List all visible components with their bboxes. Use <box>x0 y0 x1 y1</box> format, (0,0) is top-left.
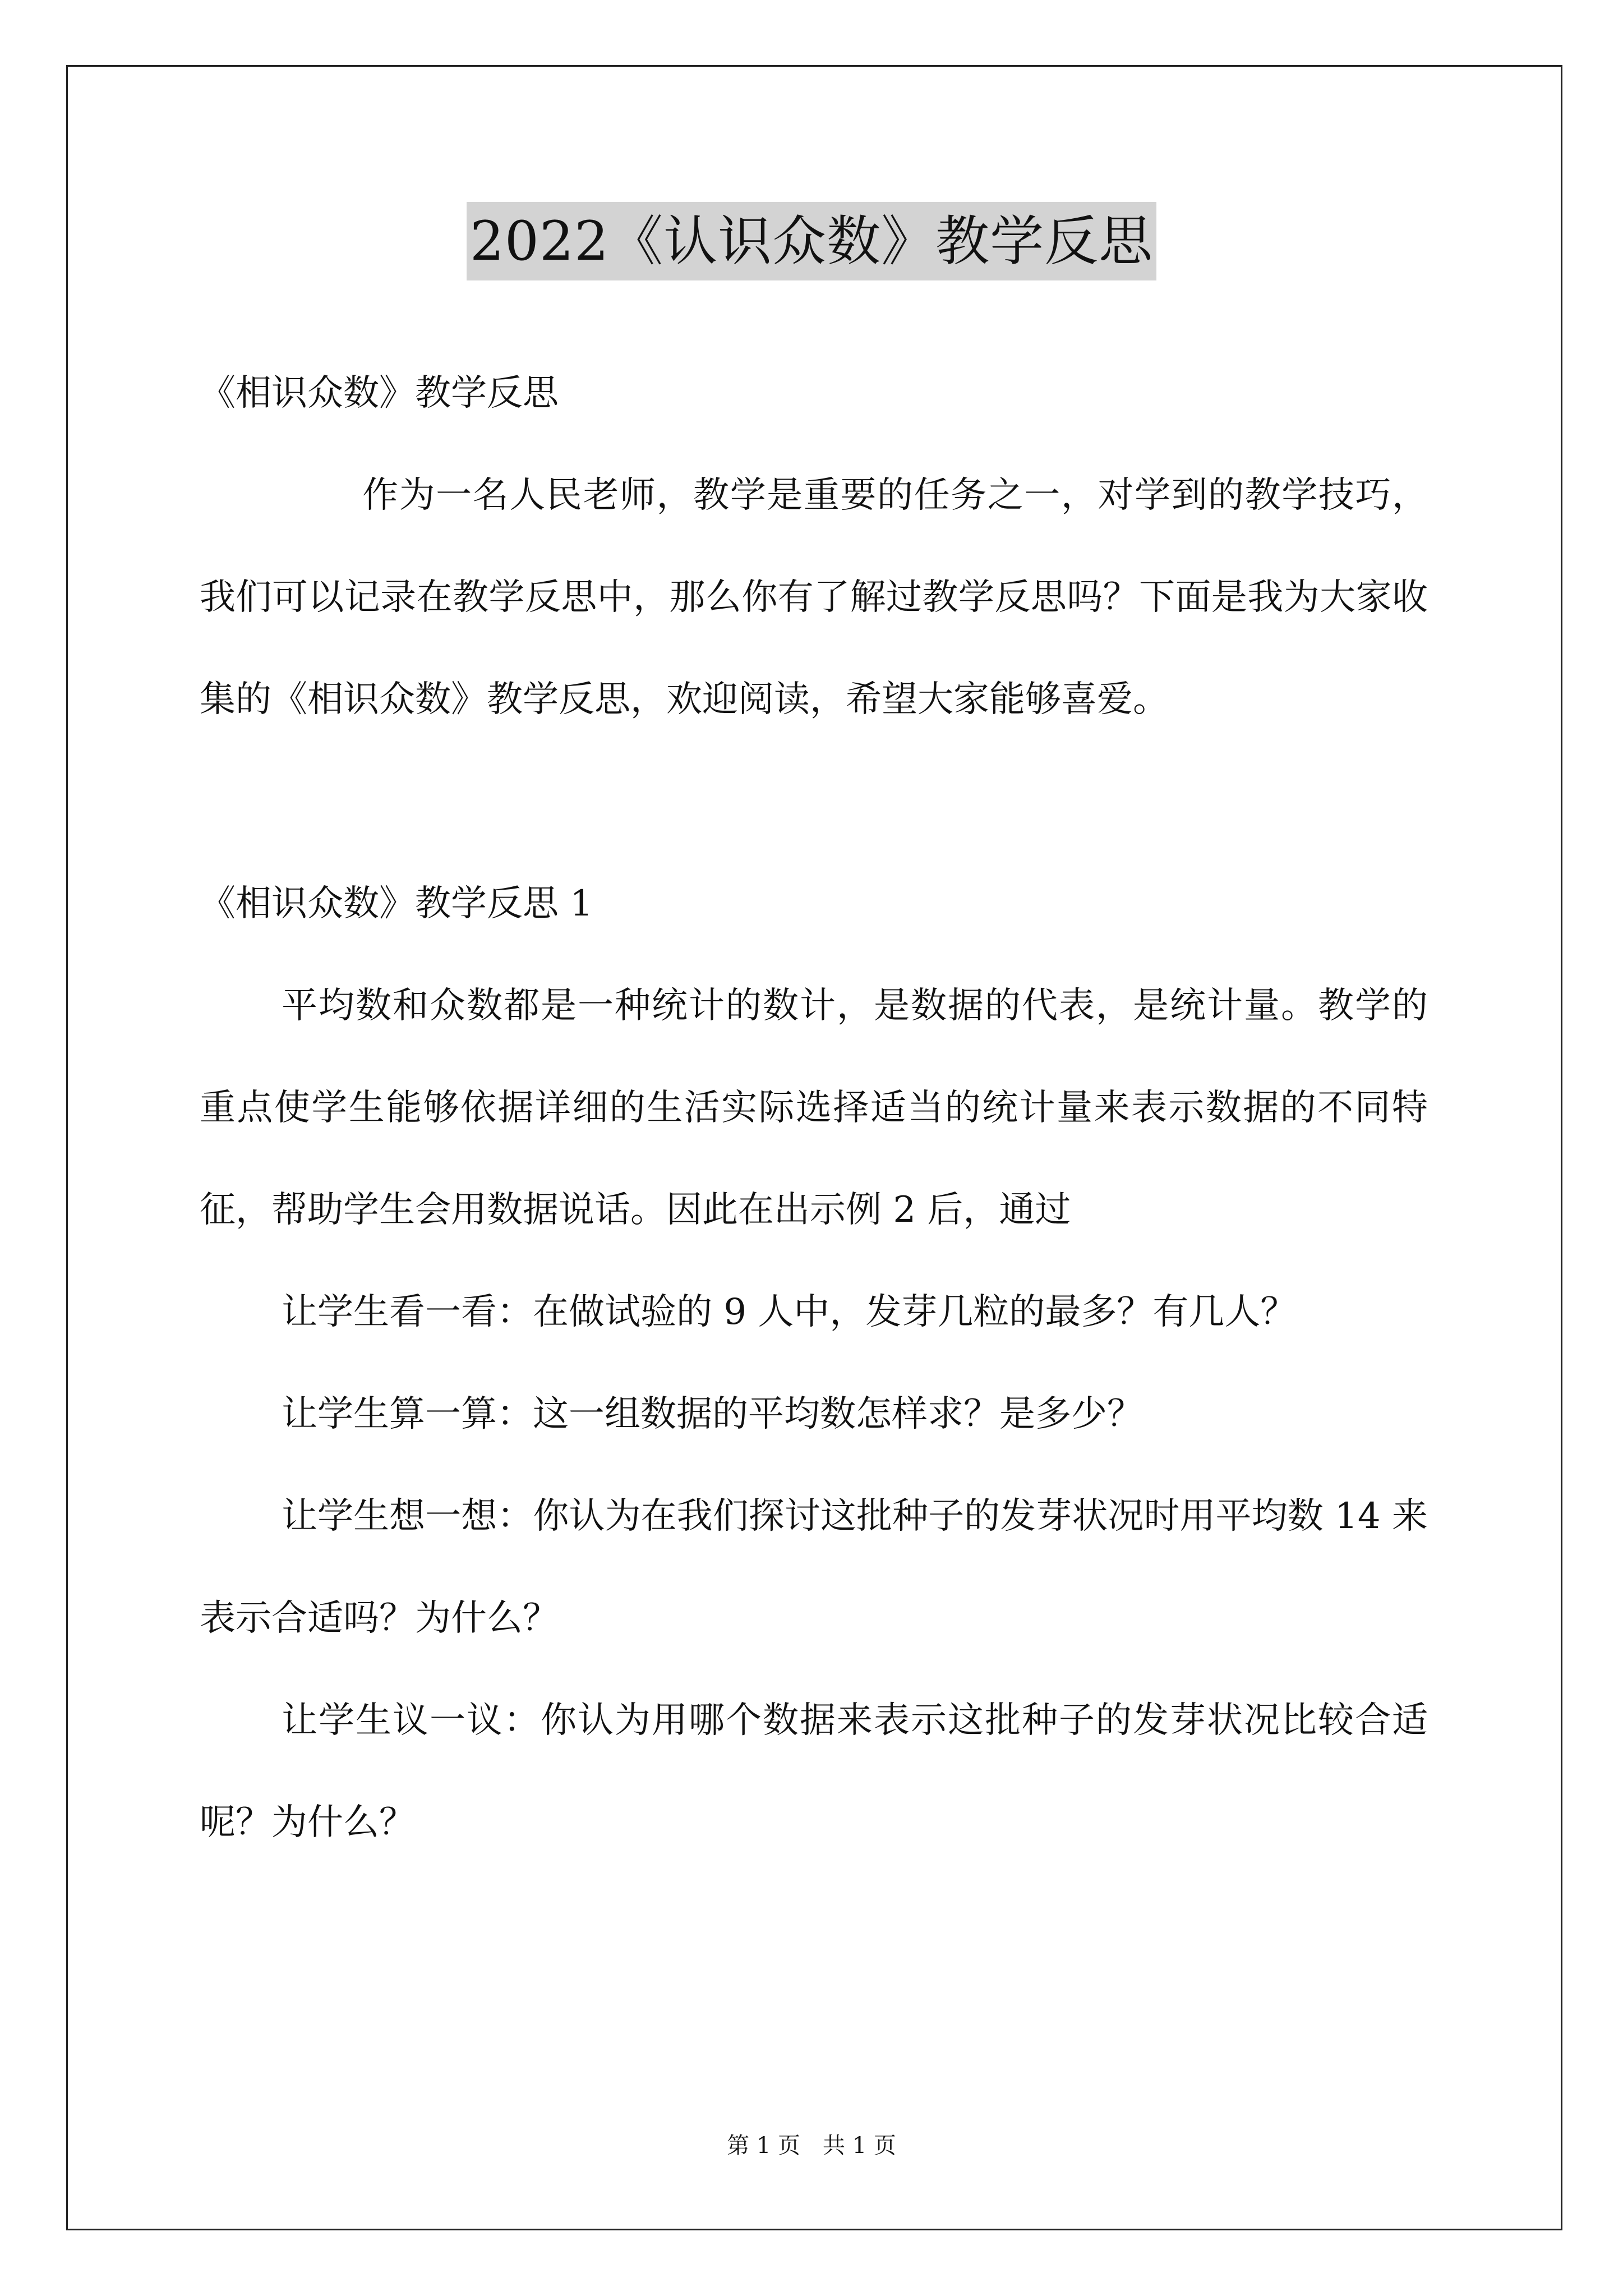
intro-heading: 《相识众数》教学反思 <box>200 372 559 414</box>
body-paragraph-5: 让学生议一议：你认为用哪个数据来表示这批种子的发芽状况比较合适呢？为什么？ <box>200 1700 1428 1843</box>
section-heading: 《相识众数》教学反思 1 <box>200 883 593 924</box>
body-paragraph-2: 让学生看一看：在做试验的 9 人中，发芽几粒的最多？有几人？ <box>282 1291 1297 1333</box>
section-spacer <box>200 751 1428 853</box>
title-container <box>0 202 1623 280</box>
document-title: 2022《认识众数》教学反思 <box>467 202 1156 280</box>
document-body <box>200 342 1428 1874</box>
page-footer: 第 1 页 共 1 页 <box>727 2133 896 2159</box>
body-paragraph-4: 让学生想一想：你认为在我们探讨这批种子的发芽状况时用平均数 14 来表示合适吗？为什么？ <box>200 1496 1428 1639</box>
body-paragraph-3: 让学生算一算：这一组数据的平均数怎样求？是多少？ <box>282 1393 1143 1435</box>
intro-paragraph: 作为一名人民老师，教学是重要的任务之一，对学到的教学技巧，我们可以记录在教学反思中，那么你有了解过教学反思吗？下面是我为大家收集的《相识众数》教学反思，欢迎阅读，希望大家能够喜爱。 <box>200 475 1428 720</box>
body-paragraph-1: 平均数和众数都是一种统计的数计，是数据的代表，是统计量。教学的重点使学生能够依据详细的生活实际选择适当的统计量来表示数据的不同特征，帮助学生会用数据说话。因此在出示例 2 后，通过 <box>200 985 1428 1231</box>
